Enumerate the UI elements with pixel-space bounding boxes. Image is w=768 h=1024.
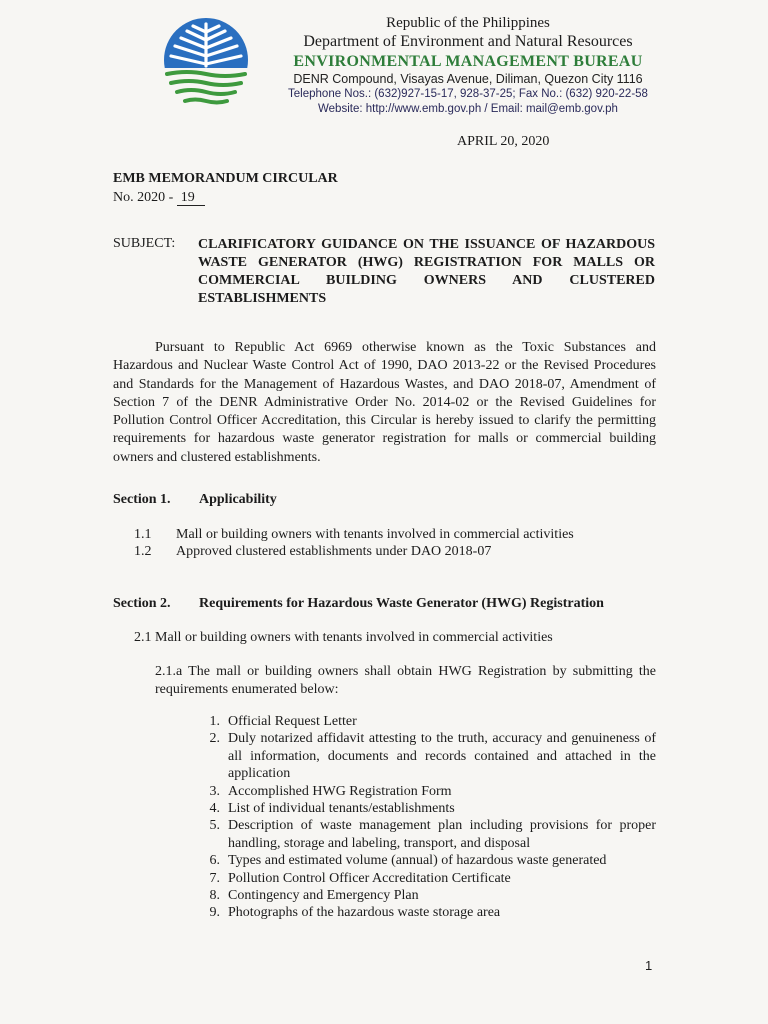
list-item-number: 7. [209,870,220,886]
circular-number: 19 [177,190,205,206]
letterhead-website: Website: http://www.emb.gov.ph / Email: mail@emb.gov.ph [318,103,618,115]
letterhead-department: Department of Environment and Natural Resources [303,33,633,50]
requirements-list [190,713,656,922]
list-item [190,783,656,800]
section-2-title: Requirements for Hazardous Waste Generator (HWG) Registration [199,596,604,611]
list-item-text: Pollution Control Officer Accreditation Certificate [228,870,511,886]
list-item [190,800,656,817]
list-item [190,852,656,869]
section-2-number: Section 2. [113,596,171,611]
circular-title: EMB MEMORANDUM CIRCULAR [113,171,338,186]
section-2-paragraph [155,663,656,699]
applicability-item [134,526,574,544]
intro-paragraph [113,339,656,467]
subject-line: ESTABLISHMENTS [198,291,327,306]
circular-heading [113,169,338,207]
list-item-text: Duly notarized affidavit attesting to the truth, accuracy and genuineness of [228,731,656,747]
list-item-text: Official Request Letter [228,714,357,729]
letterhead [258,14,678,117]
list-item-number: 9. [209,905,220,921]
document-date: APRIL 20, 2020 [457,134,550,149]
letterhead-bureau: ENVIRONMENTAL MANAGEMENT BUREAU [293,53,643,70]
list-item [190,887,656,904]
paragraph-line: requirements enumerated below: [155,682,339,697]
list-item [190,713,656,730]
list-item-text: Accomplished HWG Registration Form [228,783,452,799]
list-item-text: Photographs of the hazardous waste storage area [228,905,501,921]
section-1-number: Section 1. [113,492,171,507]
section-2-sub-heading: 2.1 Mall or building owners with tenants involved in commercial activities [134,630,553,645]
list-item-number: 3. [209,783,220,799]
subject-line: WASTE GENERATOR (HWG) REGISTRATION FOR MALLS OR [198,255,655,270]
item-text: Approved clustered establishments under DAO 2018-07 [176,544,492,559]
list-item-number: 4. [209,801,220,817]
letterhead-phone: Telephone Nos.: (632)927-15-17, 928-37-25; Fax No.: (632) 920-22-58 [288,88,648,100]
paragraph-line: requirements for hazardous waste generator registration for malls or commercial building [113,431,656,447]
list-item-text: List of individual tenants/establishments [228,801,455,817]
paragraph-line: Hazardous and Nuclear Waste Control Act of 1990, DAO 2013-22 or the Revised Procedures [113,358,656,374]
circular-number-line [113,188,338,207]
list-item-text: Types and estimated volume (annual) of hazardous waste generated [228,853,607,869]
paragraph-line: owners and clustered establishments. [113,449,321,465]
letterhead-republic: Republic of the Philippines [386,15,550,31]
list-item-text: Contingency and Emergency Plan [228,888,419,904]
subject-line: COMMERCIAL BUILDING OWNERS AND CLUSTERED [198,273,655,288]
list-item [190,730,656,782]
item-text: Mall or building owners with tenants involved in commercial activities [176,527,574,542]
paragraph-line: Section 7 of the DENR Administrative Order No. 2014-02 or the Revised Guidelines for [113,394,656,410]
paragraph-line: 2.1.a The mall or building owners shall obtain HWG Registration by submitting the [155,664,656,679]
letterhead-address: DENR Compound, Visayas Avenue, Diliman, Quezon City 1116 [293,72,643,86]
applicability-item [134,543,491,561]
list-item [190,904,656,921]
list-item-text: all information, documents and records contained and attached in the [228,748,656,764]
subject-label: SUBJECT: [113,236,176,251]
list-item-text: Description of waste management plan including provisions for proper [228,818,656,834]
paragraph-line: Pursuant to Republic Act 6969 otherwise known as the Toxic Substances and [155,340,656,355]
list-item-number: 8. [209,888,220,904]
list-item-number: 5. [209,818,220,834]
list-item-number: 6. [209,853,220,869]
list-item-text: application [228,766,291,782]
paragraph-line: and Standards for the Management of Hazardous Wastes, and DAO 2018-07, Amendment of [113,376,656,392]
subject-text [198,236,655,308]
denr-logo-icon [163,16,249,108]
paragraph-line: Pollution Control Officer Accreditation, this Circular is hereby issued to clarify the permitting [113,413,656,429]
section-1-title: Applicability [199,492,277,507]
list-item-number: 1. [209,714,220,729]
item-number: 1.1 [134,527,152,542]
subject-line: CLARIFICATORY GUIDANCE ON THE ISSUANCE OF HAZARDOUS [198,237,655,252]
list-item [190,870,656,887]
list-item-text: handling, storage and labeling, transport, and disposal [228,835,531,851]
circular-number-prefix: No. 2020 - [113,190,174,205]
list-item [190,817,656,852]
item-number: 1.2 [134,544,152,559]
list-item-number: 2. [209,731,220,747]
page-number: 1 [645,958,653,973]
